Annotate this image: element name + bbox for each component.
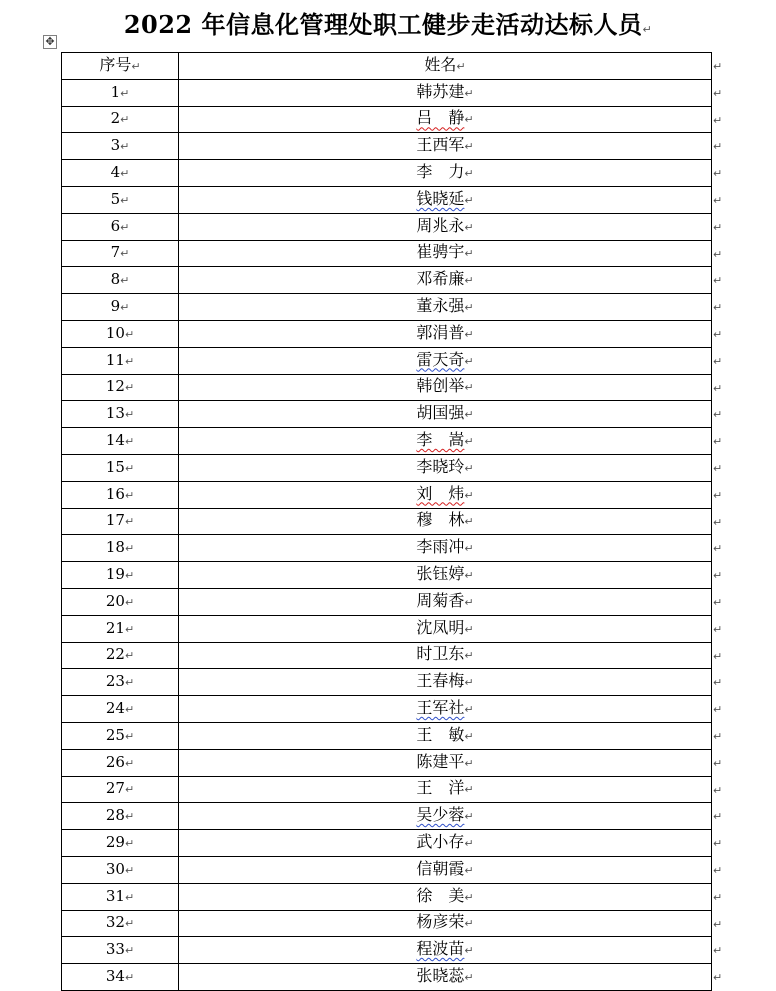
- table-row: [62, 722, 712, 749]
- name-cell[interactable]: 张晓蕊↵: [179, 964, 712, 991]
- row-end-mark-icon: ↵: [713, 301, 723, 315]
- cell-mark-icon: ↵: [464, 247, 474, 261]
- table-row: [62, 428, 712, 455]
- cell-mark-icon: ↵: [464, 515, 474, 529]
- cell-mark-icon: ↵: [464, 140, 474, 154]
- row-end-mark-icon: ↵: [713, 864, 723, 877]
- name-cell[interactable]: 吕 静↵: [179, 106, 712, 133]
- cell-mark-icon: ↵: [464, 113, 474, 127]
- cell-mark-icon: ↵: [464, 810, 474, 824]
- row-number-cell[interactable]: 12↵: [62, 374, 179, 401]
- table-row: [62, 186, 712, 213]
- name-cell[interactable]: 韩创举↵: [179, 374, 712, 401]
- cell-mark-icon: ↵: [464, 569, 474, 583]
- header-cell-number[interactable]: 序号↵: [62, 53, 179, 80]
- cell-mark-icon: ↵: [464, 756, 474, 770]
- row-end-mark-icon: ↵: [713, 220, 723, 234]
- cell-mark-icon: ↵: [124, 890, 135, 904]
- cell-mark-icon: ↵: [124, 408, 135, 422]
- table-row: [62, 910, 712, 937]
- name-cell[interactable]: 李雨冲↵: [179, 535, 712, 562]
- row-end-mark-icon: ↵: [713, 462, 723, 475]
- row-number-cell[interactable]: 20↵: [62, 588, 179, 615]
- row-number-cell[interactable]: 25↵: [62, 722, 179, 749]
- row-number-cell[interactable]: 4↵: [62, 160, 179, 187]
- table-row: [62, 696, 712, 723]
- row-number-cell[interactable]: 15↵: [62, 454, 179, 481]
- cell-mark-icon: ↵: [464, 408, 474, 422]
- cell-mark-icon: ↵: [124, 944, 135, 958]
- cell-mark-icon: ↵: [464, 488, 474, 502]
- row-end-mark-icon: ↵: [713, 756, 723, 770]
- row-number-cell[interactable]: 26↵: [62, 749, 179, 776]
- cell-mark-icon: ↵: [120, 247, 130, 261]
- cell-mark-icon: ↵: [124, 327, 135, 341]
- table-row: [62, 830, 712, 857]
- name-cell[interactable]: 杨彦荣↵: [179, 910, 712, 937]
- cell-mark-icon: ↵: [464, 167, 474, 181]
- cell-mark-icon: ↵: [124, 381, 135, 395]
- cell-mark-icon: ↵: [124, 435, 135, 449]
- table-row: [62, 535, 712, 562]
- cell-mark-icon: ↵: [124, 649, 135, 663]
- cell-mark-icon: ↵: [456, 59, 466, 73]
- cell-mark-icon: ↵: [124, 863, 135, 877]
- cell-mark-icon: ↵: [464, 649, 474, 663]
- cell-mark-icon: ↵: [124, 837, 135, 850]
- cell-mark-icon: ↵: [464, 863, 474, 877]
- name-cell[interactable]: 董永强↵: [179, 294, 712, 321]
- cell-mark-icon: ↵: [124, 515, 135, 529]
- cell-mark-icon: ↵: [124, 488, 135, 502]
- name-cell[interactable]: 信朝霞↵: [179, 856, 712, 883]
- name-cell[interactable]: 徐 美↵: [179, 883, 712, 910]
- row-number-cell[interactable]: 1↵: [62, 79, 179, 106]
- cell-mark-icon: ↵: [464, 970, 474, 984]
- row-number-cell[interactable]: 19↵: [62, 562, 179, 589]
- row-number-cell[interactable]: 6↵: [62, 213, 179, 240]
- row-end-mark-icon: ↵: [713, 435, 723, 449]
- cell-mark-icon: ↵: [464, 837, 474, 850]
- cell-mark-icon: ↵: [120, 86, 130, 100]
- cell-mark-icon: ↵: [464, 729, 474, 743]
- name-cell[interactable]: 程波苗↵: [179, 937, 712, 964]
- row-number-cell[interactable]: 23↵: [62, 669, 179, 696]
- table-row: [62, 937, 712, 964]
- document-title: [0, 8, 776, 47]
- name-cell[interactable]: 胡国强↵: [179, 401, 712, 428]
- cell-mark-icon: ↵: [464, 327, 474, 341]
- cell-mark-icon: ↵: [124, 595, 135, 609]
- name-cell[interactable]: 雷天奇↵: [179, 347, 712, 374]
- row-end-mark-icon: ↵: [713, 622, 723, 636]
- row-end-mark-icon: ↵: [713, 408, 723, 422]
- cell-mark-icon: ↵: [464, 354, 474, 368]
- row-number-cell[interactable]: 18↵: [62, 535, 179, 562]
- cell-mark-icon: ↵: [464, 274, 474, 288]
- row-number-cell[interactable]: 2↵: [62, 106, 179, 133]
- row-number-cell[interactable]: 8↵: [62, 267, 179, 294]
- row-end-mark-icon: ↵: [713, 86, 723, 100]
- name-cell[interactable]: 时卫东↵: [179, 642, 712, 669]
- row-end-mark-icon: ↵: [713, 676, 723, 690]
- cell-mark-icon: ↵: [124, 676, 135, 690]
- cell-mark-icon: ↵: [124, 542, 135, 556]
- name-cell[interactable]: 王西军↵: [179, 133, 712, 160]
- row-number-cell[interactable]: 24↵: [62, 696, 179, 723]
- cell-mark-icon: ↵: [464, 301, 474, 315]
- table-row: [62, 749, 712, 776]
- name-cell[interactable]: 周菊香↵: [179, 588, 712, 615]
- cell-mark-icon: ↵: [120, 220, 130, 234]
- staff-table-container: [61, 52, 712, 991]
- cell-mark-icon: ↵: [464, 703, 474, 717]
- cell-mark-icon: ↵: [124, 622, 135, 636]
- cell-mark-icon: ↵: [120, 274, 130, 288]
- cell-mark-icon: ↵: [124, 569, 135, 583]
- cell-mark-icon: ↵: [120, 140, 130, 154]
- name-cell[interactable]: 王春梅↵: [179, 669, 712, 696]
- cell-mark-icon: ↵: [464, 890, 474, 904]
- row-end-mark-icon: ↵: [713, 944, 723, 958]
- row-number-cell[interactable]: 27↵: [62, 776, 179, 803]
- row-end-mark-icon: ↵: [713, 649, 723, 663]
- table-row: [62, 347, 712, 374]
- row-end-mark-icon: ↵: [713, 783, 723, 797]
- table-row: [62, 508, 712, 535]
- row-number-cell[interactable]: 3↵: [62, 133, 179, 160]
- table-row: [62, 79, 712, 106]
- cell-mark-icon: ↵: [124, 729, 135, 743]
- table-row: [62, 240, 712, 267]
- row-end-mark-icon: ↵: [713, 730, 723, 743]
- cell-mark-icon: ↵: [120, 167, 130, 181]
- table-row: [62, 294, 712, 321]
- table-row: [62, 562, 712, 589]
- row-end-mark-icon: ↵: [713, 837, 723, 851]
- cell-mark-icon: ↵: [120, 193, 130, 207]
- cell-mark-icon: ↵: [120, 301, 130, 315]
- row-number-cell[interactable]: 9↵: [62, 294, 179, 321]
- cell-mark-icon: ↵: [464, 783, 474, 797]
- table-row: [62, 454, 712, 481]
- name-cell[interactable]: 张钰婷↵: [179, 562, 712, 589]
- row-number-cell[interactable]: 10↵: [62, 320, 179, 347]
- cell-mark-icon: ↵: [124, 354, 135, 368]
- row-end-mark-icon: ↵: [713, 569, 723, 583]
- table-header-row: [62, 53, 712, 80]
- name-cell[interactable]: 周兆永↵: [179, 213, 712, 240]
- row-end-mark-icon: ↵: [713, 328, 723, 341]
- row-number-cell[interactable]: 21↵: [62, 615, 179, 642]
- row-number-cell[interactable]: 32↵: [62, 910, 179, 937]
- cell-mark-icon: ↵: [464, 917, 474, 931]
- row-number-cell[interactable]: 22↵: [62, 642, 179, 669]
- cell-mark-icon: ↵: [464, 461, 474, 475]
- table-row: [62, 856, 712, 883]
- cell-mark-icon: ↵: [464, 542, 474, 556]
- table-row: [62, 615, 712, 642]
- row-end-mark-icon: ↵: [713, 274, 723, 288]
- table-move-handle-icon[interactable]: ✥: [43, 35, 57, 49]
- name-cell[interactable]: 韩苏建↵: [179, 79, 712, 106]
- name-cell[interactable]: 王 洋↵: [179, 776, 712, 803]
- cell-mark-icon: ↵: [464, 193, 474, 207]
- staff-table: [61, 52, 712, 991]
- cell-mark-icon: ↵: [131, 59, 141, 73]
- table-row: [62, 642, 712, 669]
- name-cell[interactable]: 陈建平↵: [179, 749, 712, 776]
- cell-mark-icon: ↵: [464, 944, 474, 958]
- title-text: 2022 年信息化管理处职工健步走活动达标人员: [123, 10, 643, 39]
- row-number-cell[interactable]: 11↵: [62, 347, 179, 374]
- row-end-mark-icon: ↵: [713, 596, 723, 609]
- name-cell[interactable]: 李 力↵: [179, 160, 712, 187]
- row-number-cell[interactable]: 29↵: [62, 830, 179, 857]
- cell-mark-icon: ↵: [464, 676, 474, 690]
- name-cell[interactable]: 李 嵩↵: [179, 428, 712, 455]
- row-end-mark-icon: ↵: [713, 542, 723, 556]
- name-cell[interactable]: 沈凤明↵: [179, 615, 712, 642]
- table-row: [62, 481, 712, 508]
- name-cell[interactable]: 钱晓延↵: [179, 186, 712, 213]
- name-cell[interactable]: 王 敏↵: [179, 722, 712, 749]
- table-row: [62, 160, 712, 187]
- row-number-cell[interactable]: 28↵: [62, 803, 179, 830]
- name-cell[interactable]: 吴少蓉↵: [179, 803, 712, 830]
- cell-mark-icon: ↵: [124, 756, 135, 770]
- cell-mark-icon: ↵: [464, 381, 474, 395]
- table-row: [62, 776, 712, 803]
- name-cell[interactable]: 郭涓普↵: [179, 320, 712, 347]
- row-end-mark-icon: ↵: [713, 890, 723, 904]
- cell-mark-icon: ↵: [124, 970, 135, 984]
- table-row: [62, 106, 712, 133]
- cell-mark-icon: ↵: [464, 622, 474, 636]
- row-end-mark-icon: ↵: [713, 810, 723, 824]
- row-end-mark-icon: ↵: [713, 247, 723, 261]
- table-row: [62, 267, 712, 294]
- row-number-cell[interactable]: 13↵: [62, 401, 179, 428]
- cell-mark-icon: ↵: [120, 113, 130, 127]
- row-number-cell[interactable]: 14↵: [62, 428, 179, 455]
- row-number-cell[interactable]: 34↵: [62, 964, 179, 991]
- row-number-cell[interactable]: 31↵: [62, 883, 179, 910]
- row-number-cell[interactable]: 30↵: [62, 856, 179, 883]
- name-cell[interactable]: 刘 炜↵: [179, 481, 712, 508]
- row-number-cell[interactable]: 16↵: [62, 481, 179, 508]
- row-end-mark-icon: ↵: [713, 381, 723, 395]
- table-row: [62, 374, 712, 401]
- table-row: [62, 883, 712, 910]
- table-row: [62, 320, 712, 347]
- table-row: [62, 669, 712, 696]
- row-end-mark-icon: ↵: [713, 703, 723, 717]
- row-end-mark-icon: ↵: [713, 515, 723, 529]
- name-cell[interactable]: 崔骋宇↵: [179, 240, 712, 267]
- cell-mark-icon: ↵: [124, 461, 135, 475]
- row-number-cell[interactable]: 33↵: [62, 937, 179, 964]
- row-end-mark-icon: ↵: [713, 194, 723, 207]
- name-cell[interactable]: 穆 林↵: [179, 508, 712, 535]
- name-cell[interactable]: 李晓玲↵: [179, 454, 712, 481]
- table-row: [62, 133, 712, 160]
- row-number-cell[interactable]: 5↵: [62, 186, 179, 213]
- cell-mark-icon: ↵: [124, 703, 135, 717]
- cell-mark-icon: ↵: [464, 220, 474, 234]
- row-end-mark-icon: ↵: [713, 60, 723, 73]
- row-end-mark-icon: ↵: [713, 971, 723, 985]
- cell-mark-icon: ↵: [464, 86, 474, 100]
- row-end-mark-icon: ↵: [713, 167, 723, 181]
- row-end-mark-icon: ↵: [713, 917, 723, 931]
- row-number-cell[interactable]: 7↵: [62, 240, 179, 267]
- row-end-mark-icon: ↵: [713, 113, 723, 127]
- paragraph-mark-icon: ↵: [642, 23, 653, 36]
- row-end-mark-icon: ↵: [713, 488, 723, 502]
- cell-mark-icon: ↵: [464, 595, 474, 609]
- row-end-mark-icon: ↵: [713, 354, 723, 368]
- cell-mark-icon: ↵: [124, 917, 135, 931]
- row-number-cell[interactable]: 17↵: [62, 508, 179, 535]
- table-row: [62, 964, 712, 991]
- cell-mark-icon: ↵: [464, 435, 474, 449]
- name-cell[interactable]: 武小存↵: [179, 830, 712, 857]
- name-cell[interactable]: 邓希廉↵: [179, 267, 712, 294]
- table-row: [62, 803, 712, 830]
- cell-mark-icon: ↵: [124, 810, 135, 824]
- row-end-mark-icon: ↵: [713, 140, 723, 154]
- table-row: [62, 588, 712, 615]
- name-cell[interactable]: 王军社↵: [179, 696, 712, 723]
- table-row: [62, 213, 712, 240]
- table-row: [62, 401, 712, 428]
- header-cell-name[interactable]: 姓名↵: [179, 53, 712, 80]
- cell-mark-icon: ↵: [124, 783, 135, 797]
